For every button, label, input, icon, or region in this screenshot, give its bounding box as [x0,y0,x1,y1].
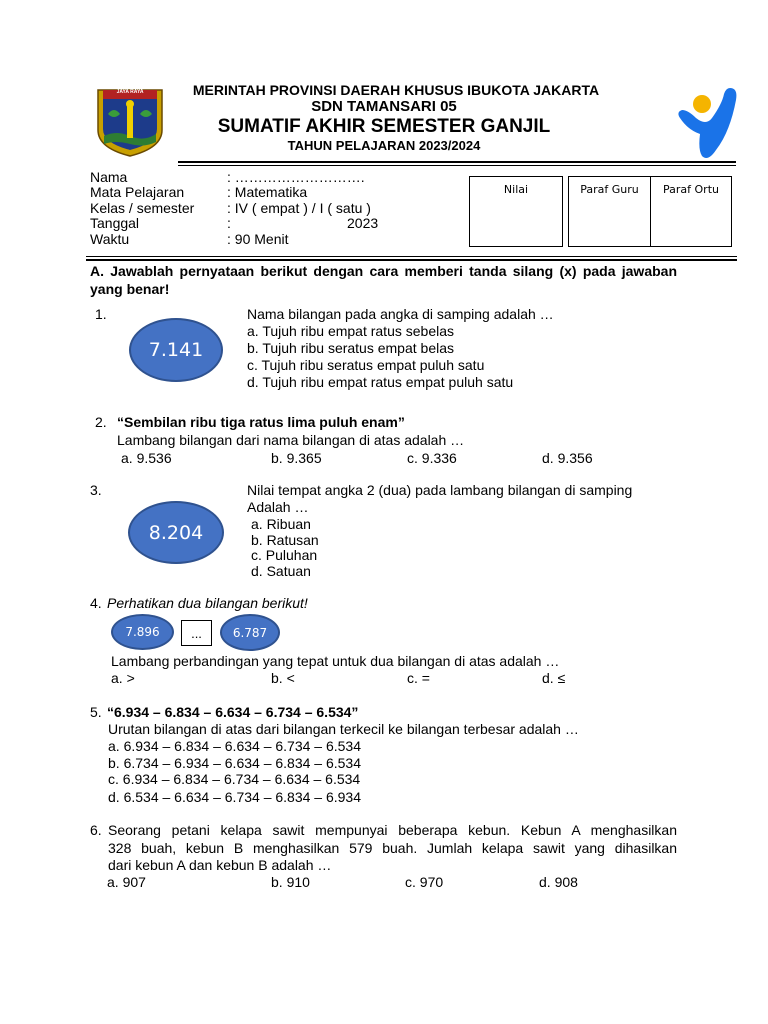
q5-option-d[interactable]: d. 6.534 – 6.634 – 6.734 – 6.834 – 6.934 [108,789,361,805]
q4-option-c[interactable]: c. = [407,670,430,686]
label-waktu: Waktu [90,231,130,247]
school-figure-logo [672,84,738,164]
q6-line-1: Seorang petani kelapa sawit mempunyai beberapa kebun. Kebun A menghasilkan [108,822,677,838]
header-exam-title: SUMATIF AKHIR SEMESTER GANJIL [217,116,551,137]
header-rule-bottom [178,165,736,166]
q5-option-a[interactable]: a. 6.934 – 6.834 – 6.634 – 6.734 – 6.534 [108,738,361,754]
q4-compare-blank: ... [191,625,202,641]
q5-title: “6.934 – 6.834 – 6.634 – 6.734 – 6.534” [107,704,359,720]
q6-option-c[interactable]: c. 970 [405,874,444,890]
header-school: SDN TAMANSARI 05 [311,98,457,115]
section-a-instruction: A. Jawablah pernyataan berikut dengan cara memberi tanda silang (x) pada jawaban yang benar! [90,263,677,297]
value-nama[interactable]: : ………………………. [227,169,365,185]
box-paraf-ortu[interactable] [650,176,732,247]
q4-option-a[interactable]: a. > [111,670,135,686]
q6-option-b[interactable]: b. 910 [271,874,310,890]
value-tanggal[interactable]: : [227,215,231,231]
box-nilai[interactable] [469,176,563,247]
q2-number: 2. [95,414,107,430]
box-nilai-label: Nilai [503,183,529,196]
q3-number: 3. [90,482,102,498]
header-province: MERINTAH PROVINSI DAERAH KHUSUS IBUKOTA JAKARTA [192,82,600,98]
box-paraf-ortu-label: Paraf Ortu [663,183,719,196]
q5-option-b[interactable]: b. 6.734 – 6.934 – 6.634 – 6.834 – 6.534 [108,755,361,771]
q4-option-d[interactable]: d. ≤ [542,670,566,686]
q1-option-d[interactable]: d. Tujuh ribu empat ratus empat puluh satu [247,374,514,390]
q4-question: Lambang perbandingan yang tepat untuk dua bilangan di atas adalah … [111,653,560,669]
identity-rule-bottom [86,259,737,261]
q1-question: Nama bilangan pada angka di samping adalah … [247,306,554,322]
q6-option-a[interactable]: a. 907 [107,874,146,890]
q6-line-3: dari kebun A dan kebun B adalah … [108,857,332,873]
q2-title: “Sembilan ribu tiga ratus lima puluh enam” [117,414,405,430]
q5-question: Urutan bilangan di atas dari bilangan terkecil ke bilangan terbesar adalah … [108,721,579,737]
value-waktu: : 90 Menit [227,231,289,247]
label-kelas: Kelas / semester [90,200,195,216]
header-year: TAHUN PELAJARAN 2023/2024 [287,138,481,153]
label-mapel: Mata Pelajaran [90,184,185,200]
q3-option-a[interactable]: a. Ribuan [251,516,311,532]
q4-compare-box[interactable] [181,620,212,646]
q1-option-b[interactable]: b. Tujuh ribu seratus empat belas [247,340,455,356]
q2-question: Lambang bilangan dari nama bilangan di atas adalah … [117,432,465,448]
q1-option-a[interactable]: a. Tujuh ribu empat ratus sebelas [247,323,455,339]
label-nama: Nama [90,169,128,185]
q1-option-c[interactable]: c. Tujuh ribu seratus empat puluh satu [247,357,485,373]
q4-left-value: 7.896 [125,625,160,639]
q4-left-bubble [111,614,174,650]
q4-right-value: 6.787 [232,625,268,640]
q4-option-b[interactable]: b. < [271,670,295,686]
crest-ribbon-text: JAYA RAYA [116,89,144,95]
q3-option-d[interactable]: d. Satuan [251,563,311,579]
q2-option-c[interactable]: c. 9.336 [407,450,457,466]
q3-question-line1: Nilai tempat angka 2 (dua) pada lambang bilangan di samping [247,482,633,498]
q3-question-line2: Adalah … [247,499,309,515]
q4-title: Perhatikan dua bilangan berikut! [107,595,308,611]
q3-bubble-value: 8.204 [148,521,204,544]
value-kelas: : IV ( empat ) / I ( satu ) [227,200,371,216]
identity-rule-top [86,256,737,257]
value-mapel: : Matematika [227,184,308,200]
value-tanggal-year: 2023 [347,215,379,231]
q4-number: 4. [90,595,102,611]
q6-number: 6. [90,822,102,838]
q5-option-c[interactable]: c. 6.934 – 6.834 – 6.734 – 6.634 – 6.534 [108,771,361,787]
q3-option-b[interactable]: b. Ratusan [251,532,319,548]
label-tanggal: Tanggal [90,215,140,231]
q1-bubble-value: 7.141 [148,339,204,361]
q1-number-bubble [129,318,223,382]
q2-option-d[interactable]: d. 9.356 [542,450,593,466]
q6-line-2: 328 buah, kebun B menghasilkan 579 buah. Jumlah kelapa sawit yang dihasilkan [108,840,677,856]
header-rule-top [178,161,736,163]
q2-option-b[interactable]: b. 9.365 [271,450,322,466]
q5-number: 5. [90,704,102,720]
q1-number: 1. [95,306,107,322]
q4-right-bubble [220,614,280,651]
q2-option-a[interactable]: a. 9.536 [121,450,172,466]
q6-option-d[interactable]: d. 908 [539,874,578,890]
q3-option-c[interactable]: c. Puluhan [251,547,318,563]
box-paraf-guru-label: Paraf Guru [580,183,639,196]
box-paraf-guru[interactable] [568,176,651,247]
q3-number-bubble [128,501,224,564]
